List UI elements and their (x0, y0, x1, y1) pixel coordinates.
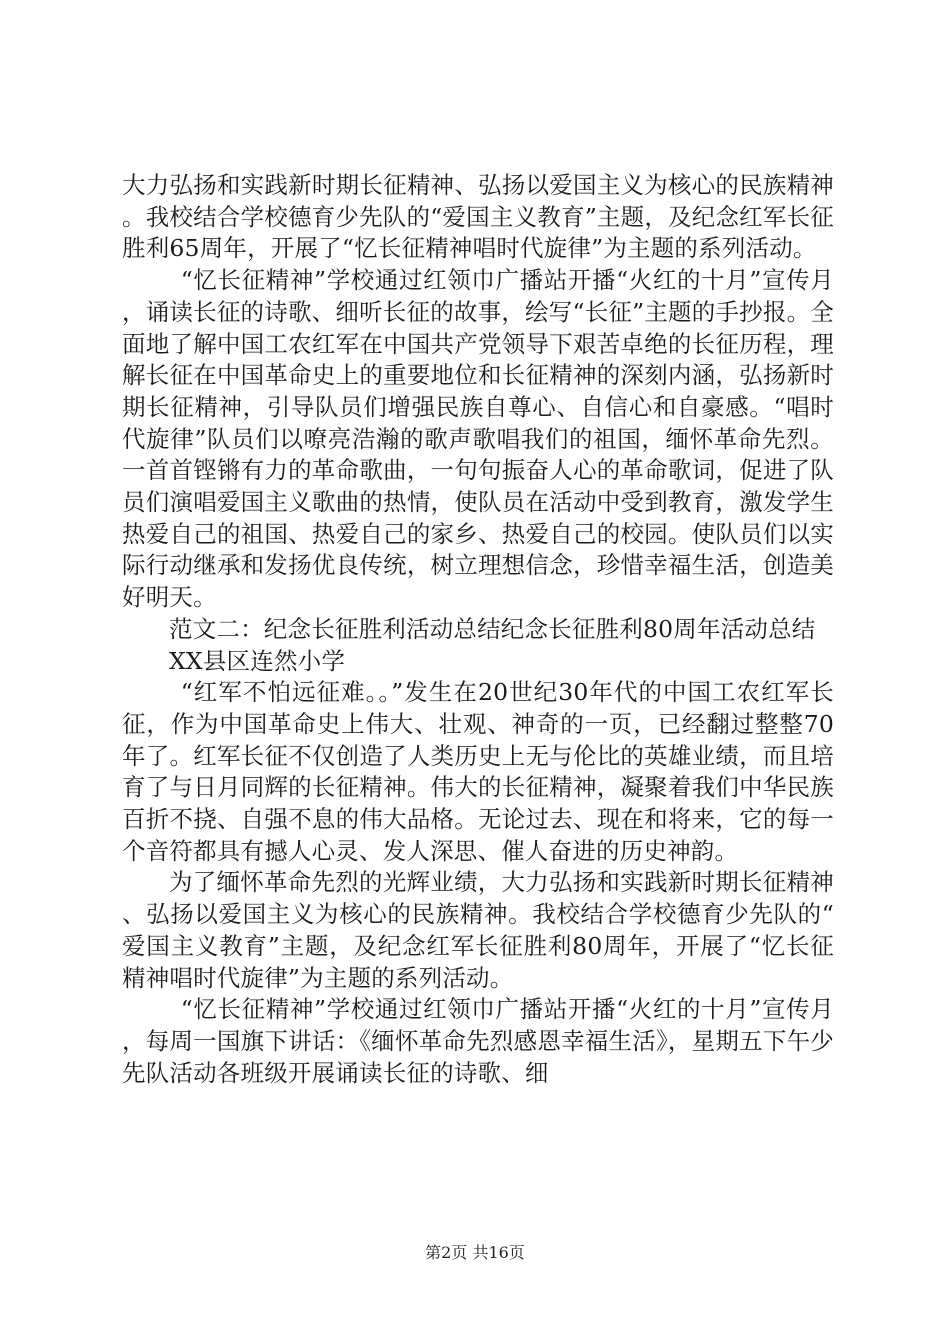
paragraph-sample-two-heading: 范文二：纪念长征胜利活动总结纪念长征胜利80周年活动总结 (169, 614, 816, 643)
document-body (122, 170, 834, 1089)
paragraph-school-name: XX县区连然小学 (169, 646, 346, 675)
paragraph-intro-continued: 大力弘扬和实践新时期长征精神、弘扬以爱国主义为核心的民族精神。我校结合学校德育少先队的“爱国主义教育”主题，及纪念红军长征胜利65周年，开展了“忆长征精神唱时代旋律”为主题的系列活动。 (122, 171, 834, 263)
paragraph-long-march-intro: “红军不怕远征难。。”发生在20世纪30年代的中国工农红军长征，作为中国革命史上伟大、壮观、神奇的一页，已经翻过整整70年了。红军长征不仅创造了人类历史上无与伦比的英雄业绩，而且培育了与日月同辉的长征精神。伟大的长征精神，凝聚着我们中华民族百折不挠、自强不息的伟大品格。无论过去、现在和将来，它的每一个音符都具有撼人心灵、发人深思、催人奋进的历史神韵。 (122, 678, 834, 865)
page-number-footer: 第2页 共16页 (425, 1243, 525, 1262)
paragraph-commemoration: 为了缅怀革命先烈的光辉业绩，大力弘扬和实践新时期长征精神、弘扬以爱国主义为核心的民族精神。我校结合学校德育少先队的“爱国主义教育”主题，及纪念红军长征胜利80周年，开展了“忆长征精神唱时代旋律”为主题的系列活动。 (122, 868, 834, 992)
paragraph-activity-description: “忆长征精神”学校通过红领巾广播站开播“火红的十月”宣传月，诵读长征的诗歌、细听长征的故事，绘写“长征”主题的手抄报。全面地了解中国工农红军在中国共产党领导下艰苦卓绝的长征历程，理解长征在中国革命史上的重要地位和长征精神的深刻内涵，弘扬新时期长征精神，引导队员们增强民族自尊心、自信心和自豪感。“唱时代旋律”队员们以嘹亮浩瀚的歌声歌唱我们的祖国，缅怀革命先烈。一首首铿锵有力的革命歌曲，一句句振奋人心的革命歌词，促进了队员们演唱爱国主义歌曲的热情，使队员在活动中受到教育，激发学生热爱自己的祖国、热爱自己的家乡、热爱自己的校园。使队员们以实际行动继承和发扬优良传统，树立理想信念，珍惜幸福生活，创造美好明天。 (122, 266, 834, 612)
paragraph-activity-description-2: “忆长征精神”学校通过红领巾广播站开播“火红的十月”宣传月，每周一国旗下讲话：《缅怀革命先烈感恩幸福生活》，星期五下午少先队活动各班级开展诵读长征的诗歌、细 (122, 995, 834, 1087)
